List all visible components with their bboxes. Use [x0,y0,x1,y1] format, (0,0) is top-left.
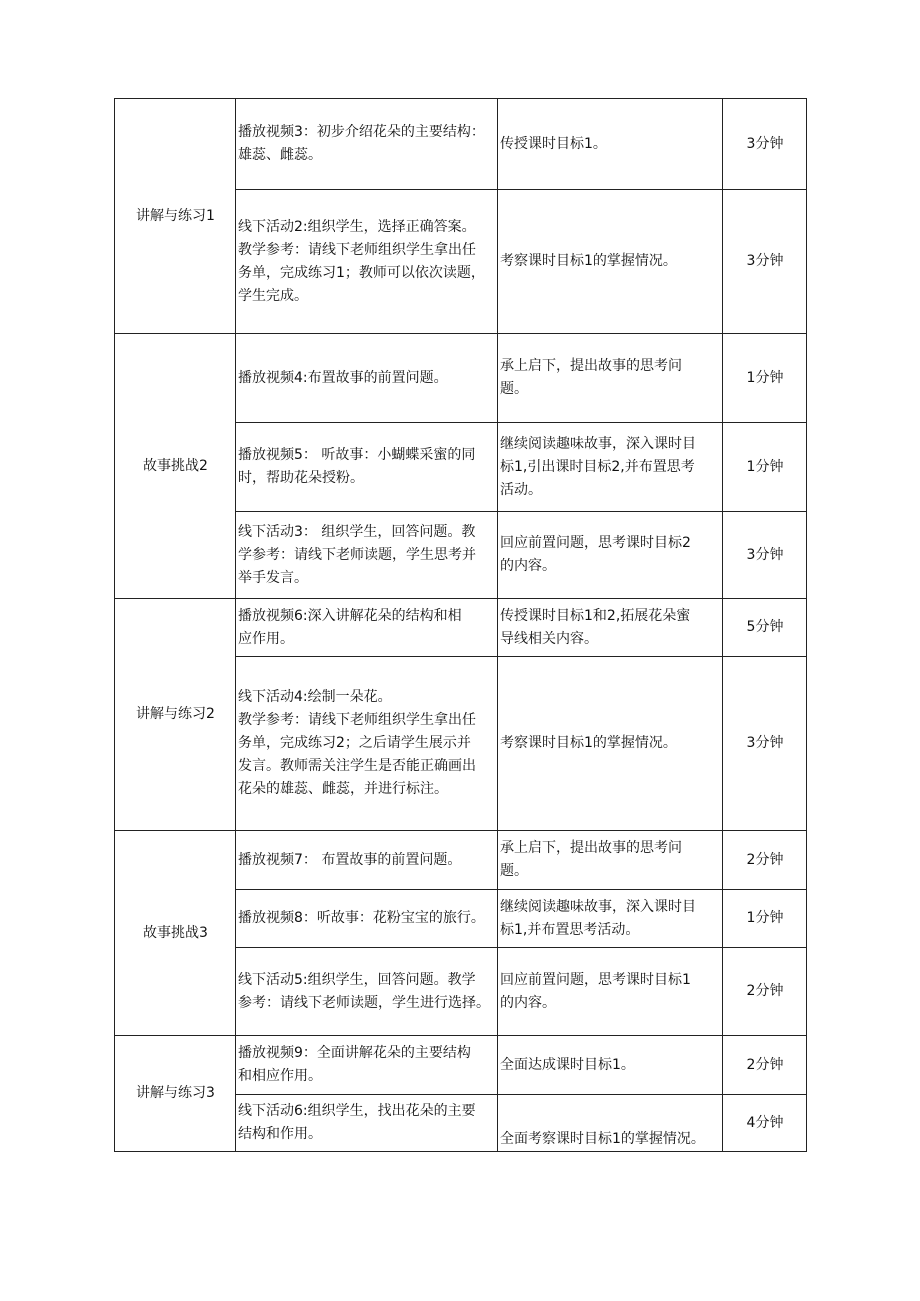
activity-cell: 播放视频6:深入讲解花朵的结构和相 应作用。 [236,599,498,657]
section-title: 故事挑战3 [115,831,236,1036]
time-cell: 3分钟 [723,657,807,831]
goal-cell: 全面达成课时目标1。 [498,1036,723,1095]
goal-cell: 传授课时目标1。 [498,99,723,190]
table-row [115,99,807,190]
goal-cell: 传授课时目标1和2,拓展花朵蜜 导线相关内容。 [498,599,723,657]
time-cell: 4分钟 [723,1095,807,1152]
goal-cell: 继续阅读趣味故事，深入课时目 标1,引出课时目标2,并布置思考 活动。 [498,423,723,512]
time-cell: 5分钟 [723,599,807,657]
goal-cell: 回应前置问题，思考课时目标1 的内容。 [498,948,723,1036]
goal-cell: 承上启下，提出故事的思考问 题。 [498,334,723,423]
activity-cell: 线下活动4:绘制一朵花。 教学参考：请线下老师组织学生拿出任 务单，完成练习2；之后请学生展示并 发言。教师需关注学生是否能正确画出 花朵的雄蕊、雌蕊，并进行标注。 [236,657,498,831]
activity-cell: 线下活动5:组织学生，回答问题。教学 参考：请线下老师读题，学生进行选择。 [236,948,498,1036]
section-title: 讲解与练习3 [115,1036,236,1152]
activity-cell: 播放视频9：全面讲解花朵的主要结构 和相应作用。 [236,1036,498,1095]
goal-cell: 考察课时目标1的掌握情况。 [498,657,723,831]
activity-cell: 播放视频5： 听故事：小蝴蝶采蜜的同 时，帮助花朵授粉。 [236,423,498,512]
table-row [115,334,807,423]
time-cell: 2分钟 [723,831,807,890]
time-cell: 2分钟 [723,1036,807,1095]
time-cell: 3分钟 [723,190,807,334]
activity-cell: 线下活动3： 组织学生，回答问题。教 学参考：请线下老师读题，学生思考并 举手发言。 [236,512,498,599]
time-cell: 1分钟 [723,890,807,948]
activity-cell: 播放视频8：听故事：花粉宝宝的旅行。 [236,890,498,948]
table-row [115,1036,807,1095]
goal-cell: 考察课时目标1的掌握情况。 [498,190,723,334]
activity-cell: 播放视频7： 布置故事的前置问题。 [236,831,498,890]
goal-cell: 继续阅读趣味故事，深入课时目 标1,并布置思考活动。 [498,890,723,948]
section-title: 讲解与练习2 [115,599,236,831]
time-cell: 1分钟 [723,423,807,512]
time-cell: 3分钟 [723,512,807,599]
activity-cell: 播放视频3：初步介绍花朵的主要结构： 雄蕊、雌蕊。 [236,99,498,190]
time-cell: 1分钟 [723,334,807,423]
time-cell: 3分钟 [723,99,807,190]
lesson-plan-table [114,98,807,1152]
goal-cell: 回应前置问题，思考课时目标2 的内容。 [498,512,723,599]
goal-cell: 全面考察课时目标1的掌握情况。 [498,1095,723,1152]
activity-cell: 线下活动2:组织学生，选择正确答案。 教学参考：请线下老师组织学生拿出任 务单，完成练习1；教师可以依次读题， 学生完成。 [236,190,498,334]
goal-cell: 承上启下，提出故事的思考问 题。 [498,831,723,890]
activity-cell: 播放视频4:布置故事的前置问题。 [236,334,498,423]
activity-cell: 线下活动6:组织学生，找出花朵的主要 结构和作用。 [236,1095,498,1152]
time-cell: 2分钟 [723,948,807,1036]
table-row [115,831,807,890]
table-row [115,599,807,657]
section-title: 故事挑战2 [115,334,236,599]
section-title: 讲解与练习1 [115,99,236,334]
